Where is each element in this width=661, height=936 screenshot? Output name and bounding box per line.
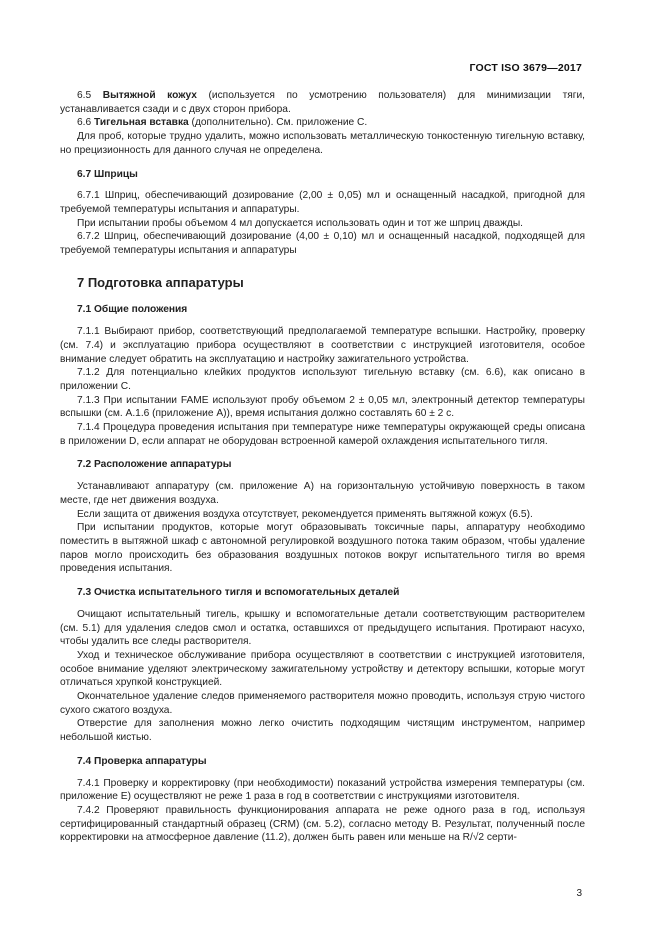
para-7-2-b: Если защита от движения воздуха отсутствует, рекомендуется применять вытяжной кожух (6.5). xyxy=(77,508,533,520)
heading-6-7: 6.7 Шприцы xyxy=(77,168,138,180)
clause-text: (дополнительно). См. приложение С. xyxy=(188,117,368,129)
heading-7-3: 7.3 Очистка испытательного тигля и вспомогательных деталей xyxy=(77,587,400,599)
para-7-1-4: 7.1.4 Процедура проведения испытания при температуре ниже температуры окружающей среды описана в приложении D, если аппарат не оборудован встроенной камерой охлаждения испытательного тигля. xyxy=(60,422,585,447)
clause-number: 6.5 xyxy=(77,90,92,101)
clause-number: 6.6 xyxy=(77,117,92,129)
document-body xyxy=(60,89,585,845)
para-7-1-3: 7.1.3 При испытании FAME используют пробу объемом 2 ± 0,05 мл, электронный детектор температуры вспышки (см. А.1.6 (приложение А)), время испытания должно составлять 60 ± 2 с. xyxy=(60,394,585,420)
para-7-1-1: 7.1.1 Выбирают прибор, соответствующий предполагаемой температуре вспышки. Настройку, проверку (см. 7.4) и эксплуатацию прибора осуществляют в соответствии с инструкцией изготовителя, особое внимание следует обратить на эксплуатацию и настройку зажигательного устройства. xyxy=(60,326,585,365)
heading-7: 7 Подготовка аппаратуры xyxy=(77,274,244,290)
para-7-3-c: Окончательное удаление следов применяемого растворителя можно проводить, используя струю чистого сухого сжатого воздуха. xyxy=(60,691,585,716)
para-7-2-a: Устанавливают аппаратуру (см. приложение А) на горизонтальную устойчивую поверхность в таком месте, где нет движения воздуха. xyxy=(60,481,585,506)
clause-title: Вытяжной кожух xyxy=(102,90,197,101)
heading-7-2: 7.2 Расположение аппаратуры xyxy=(77,459,232,471)
clause-title: Тигельная вставка xyxy=(94,117,189,129)
para-7-2-c: При испытании продуктов, которые могут образовывать токсичные пары, аппаратуру необходимо поместить в вытяжной шкаф с автономной регулировкой воздушного потока таким образом, чтобы удаление паров могло происходить без образования воздушных потоков вокруг испытательного тигля во время проведения испытания. xyxy=(60,522,585,575)
para-6-7-1-note: При испытании пробы объемом 4 мл допускается использовать один и тот же шприц дважды. xyxy=(77,217,524,229)
heading-7-1: 7.1 Общие положения xyxy=(77,304,188,316)
para-6-6-note: Для проб, которые трудно удалить, можно использовать металлическую тонкостенную тигельную вставку, но прецизионность для данного случая не определена. xyxy=(60,131,585,156)
para-6-7-2: 6.7.2 Шприц, обеспечивающий дозирование (4,00 ± 0,10) мл и оснащенный насадкой, подходящей для требуемой температуры испытания и аппаратуры xyxy=(60,231,585,257)
para-7-1-2: 7.1.2 Для потенциально клейких продуктов используют тигельную вставку (см. 6.6), как описано в приложении С. xyxy=(60,367,585,392)
para-7-4-2: 7.4.2 Проверяют правильность функционирования аппарата не реже одного раза в год, используя сертифицированный стандартный образец (CRM) (см. 5.2), согласно методу В. Результат, полученный после корректировки на атмосферное давление (11.2), должен быть равен или меньше на R/√2 серти- xyxy=(60,804,585,844)
page-number: 3 xyxy=(576,888,582,899)
para-6-6 xyxy=(60,116,585,130)
para-7-4-1: 7.4.1 Проверку и корректировку (при необходимости) показаний устройства измерения температуры (см. приложение Е) осуществляют не реже 1 раза в год в соответствии с инструкциями изготовителя. xyxy=(60,777,585,803)
para-6-7-1: 6.7.1 Шприц, обеспечивающий дозирование (2,00 ± 0,05) мл и оснащенный насадкой, пригодной для требуемой температуры испытания и аппаратуры. xyxy=(60,190,585,215)
standard-header: ГОСТ ISO 3679—2017 xyxy=(469,62,582,74)
heading-7-4: 7.4 Проверка аппаратуры xyxy=(77,755,207,767)
para-7-3-b: Уход и техническое обслуживание прибора осуществляют в соответствии с инструкцией изготовителя, особое внимание уделяют электрическому зажигательному устройству и детектору вспышки, которые могут отличаться хрупкой конструкцией. xyxy=(60,649,585,689)
clause-text: (используется по усмотрению пользователя) для минимизации тяги, устанавливается сзади и с двух сторон прибора. xyxy=(60,90,585,115)
para-7-3-a: Очищают испытательный тигель, крышку и вспомогательные детали соответствующим растворителем (см. 5.1) для удаления следов смол и остатка, оставшихся от предыдущего испытания. Протирают насухо, чтобы удалить все следы растворителя. xyxy=(60,608,585,648)
para-6-5 xyxy=(60,89,585,116)
para-7-3-d: Отверстие для заполнения можно легко очистить подходящим чистящим инструментом, например небольшой кистью. xyxy=(60,718,585,744)
